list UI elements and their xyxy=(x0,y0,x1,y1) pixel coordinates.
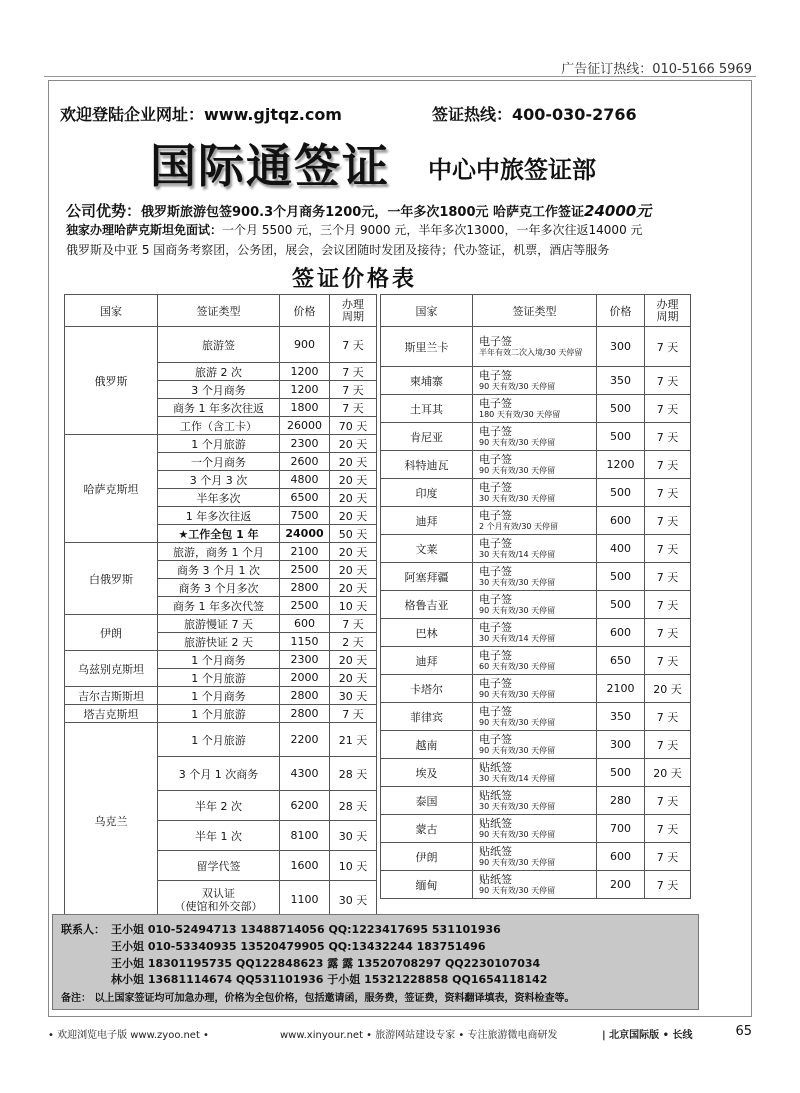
visa-type-cell: 商务 3 个月多次 xyxy=(158,579,280,597)
period-cell: 21 天 xyxy=(330,723,377,757)
brand-subtitle: 中心中旅签证部 xyxy=(428,155,596,184)
visa-type-cell xyxy=(473,367,597,395)
price-cell: 2800 xyxy=(280,705,330,723)
country-cell: 塔吉克斯坦 xyxy=(65,705,158,723)
table-row xyxy=(381,815,691,843)
visa-type-cell: 3 个月 1 次商务 xyxy=(158,757,280,791)
visa-type-label: 电子签 xyxy=(479,452,512,466)
country-cell: 迪拜 xyxy=(381,507,473,535)
price-cell: 900 xyxy=(280,327,330,363)
price-cell: 600 xyxy=(597,619,645,647)
price-cell: 350 xyxy=(597,367,645,395)
visa-validity-label: 90 天有效/30 天停留 xyxy=(479,437,556,447)
column-header: 价格 xyxy=(280,295,330,327)
price-cell: 650 xyxy=(597,647,645,675)
country-cell: 伊朗 xyxy=(381,843,473,871)
visa-type-cell xyxy=(473,815,597,843)
visa-type-cell: 留学代签 xyxy=(158,851,280,881)
visa-type-label: 电子签 xyxy=(479,396,512,410)
period-cell: 7 天 xyxy=(645,507,691,535)
period-cell: 20 天 xyxy=(330,543,377,561)
period-cell: 10 天 xyxy=(330,851,377,881)
visa-validity-label: 30 天有效/14 天停留 xyxy=(479,549,556,559)
country-cell: 文莱 xyxy=(381,535,473,563)
country-cell: 科特迪瓦 xyxy=(381,451,473,479)
ad-hotline: 广告征订热线：010-5166 5969 xyxy=(561,62,752,77)
period-cell: 20 天 xyxy=(330,579,377,597)
visa-validity-label: 30 天有效/14 天停留 xyxy=(479,633,556,643)
price-cell: 26000 xyxy=(280,417,330,435)
price-cell: 2200 xyxy=(280,723,330,757)
exclusive-label: 独家办理哈萨克斯坦免面试： xyxy=(66,223,223,237)
table-row xyxy=(381,327,691,367)
visa-type-label: 电子签 xyxy=(479,732,512,746)
country-cell: 阿塞拜疆 xyxy=(381,563,473,591)
visa-validity-label: 60 天有效/30 天停留 xyxy=(479,661,556,671)
period-cell: 20 天 xyxy=(645,675,691,703)
brand-title: 国际通签证 xyxy=(150,139,390,193)
right-price-table xyxy=(380,294,691,899)
period-cell: 30 天 xyxy=(330,821,377,851)
visa-type-label: 贴纸签 xyxy=(479,816,512,830)
price-cell: 500 xyxy=(597,563,645,591)
visa-validity-label: 30 天有效/30 天停留 xyxy=(479,493,556,503)
period-cell: 20 天 xyxy=(330,489,377,507)
visa-validity-label: 90 天有效/30 天停留 xyxy=(479,689,556,699)
price-cell: 4300 xyxy=(280,757,330,791)
visa-type-cell: 1 个月旅游 xyxy=(158,705,280,723)
period-cell: 70 天 xyxy=(330,417,377,435)
country-cell: 乌克兰 xyxy=(65,723,158,919)
period-cell: 7 天 xyxy=(645,619,691,647)
footnote: 备注： 以上国家签证均可加急办理，价格为全包价格，包括邀请函，服务费，签证费，资料翻译填表，资料检查等。 xyxy=(61,993,575,1004)
visa-type-cell: 工作（含工卡） xyxy=(158,417,280,435)
visa-validity-label: 90 天有效/30 天停留 xyxy=(479,605,556,615)
advantages-line-1 xyxy=(66,200,651,221)
price-cell: 2500 xyxy=(280,561,330,579)
price-cell: 2100 xyxy=(597,675,645,703)
period-cell: 7 天 xyxy=(645,479,691,507)
price-cell: 280 xyxy=(597,787,645,815)
period-cell: 7 天 xyxy=(645,423,691,451)
visa-validity-label: 90 天有效/30 天停留 xyxy=(479,381,556,391)
visa-type-cell xyxy=(473,675,597,703)
top-divider xyxy=(44,76,756,77)
country-cell: 印度 xyxy=(381,479,473,507)
period-cell: 7 天 xyxy=(645,731,691,759)
period-cell: 7 天 xyxy=(645,703,691,731)
period-cell: 7 天 xyxy=(330,381,377,399)
price-cell: 2500 xyxy=(280,597,330,615)
period-cell: 20 天 xyxy=(330,471,377,489)
price-cell: 1200 xyxy=(597,451,645,479)
period-cell: 2 天 xyxy=(330,633,377,651)
visa-type-cell: 3 个月商务 xyxy=(158,381,280,399)
period-cell: 7 天 xyxy=(645,843,691,871)
contact-label: 联系人： xyxy=(61,923,105,936)
visa-type-cell xyxy=(473,451,597,479)
table-row xyxy=(381,591,691,619)
table-row xyxy=(381,703,691,731)
price-cell: 2800 xyxy=(280,579,330,597)
period-cell: 20 天 xyxy=(330,561,377,579)
visa-type-cell: 商务 1 年多次代签 xyxy=(158,597,280,615)
footer-left: • 欢迎浏览电子版 www.zyoo.net • xyxy=(48,1030,209,1041)
visa-type-cell xyxy=(473,327,597,367)
visa-type-cell: 半年多次 xyxy=(158,489,280,507)
advantages-text: 俄罗斯旅游包签900.3个月商务1200元，一年多次1800元 哈萨克工作签证 xyxy=(141,205,585,220)
price-cell: 4800 xyxy=(280,471,330,489)
period-cell: 50 天 xyxy=(330,525,377,543)
price-cell: 2800 xyxy=(280,687,330,705)
column-header: 办理 周期 xyxy=(330,295,377,327)
table-row xyxy=(65,651,377,669)
visa-type-cell: 商务 3 个月 1 次 xyxy=(158,561,280,579)
price-cell: 350 xyxy=(597,703,645,731)
table-row xyxy=(381,563,691,591)
price-cell: 8100 xyxy=(280,821,330,851)
price-cell: 700 xyxy=(597,815,645,843)
visa-type-cell: 1 个月旅游 xyxy=(158,669,280,687)
visa-type-label: 电子签 xyxy=(479,648,512,662)
country-cell: 缅甸 xyxy=(381,871,473,899)
period-cell: 7 天 xyxy=(330,705,377,723)
visa-type-label: 电子签 xyxy=(479,368,512,382)
visa-type-label: 电子签 xyxy=(479,592,512,606)
country-cell: 吉尔吉斯斯坦 xyxy=(65,687,158,705)
price-cell: 600 xyxy=(280,615,330,633)
contact-row: 王小姐 18301195735 QQ122848623 露 露 13520708297 QQ2230107034 xyxy=(111,957,541,970)
period-cell: 30 天 xyxy=(330,687,377,705)
period-cell: 20 天 xyxy=(330,453,377,471)
table-row xyxy=(381,507,691,535)
period-cell: 7 天 xyxy=(645,871,691,899)
country-cell: 卡塔尔 xyxy=(381,675,473,703)
price-cell: 24000 xyxy=(280,525,330,543)
advantages-label: 公司优势： xyxy=(66,202,142,220)
visa-validity-label: 半年有效二次入境/30 天停留 xyxy=(479,347,583,357)
price-cell: 600 xyxy=(597,843,645,871)
price-cell: 2600 xyxy=(280,453,330,471)
visa-type-cell: 3 个月 3 次 xyxy=(158,471,280,489)
country-cell: 土耳其 xyxy=(381,395,473,423)
period-cell: 28 天 xyxy=(330,757,377,791)
country-cell: 越南 xyxy=(381,731,473,759)
country-cell: 菲律宾 xyxy=(381,703,473,731)
period-cell: 7 天 xyxy=(645,591,691,619)
visa-type-cell xyxy=(473,395,597,423)
period-cell: 7 天 xyxy=(330,615,377,633)
country-cell: 斯里兰卡 xyxy=(381,327,473,367)
period-cell: 20 天 xyxy=(330,507,377,525)
visa-type-label: 贴纸签 xyxy=(479,760,512,774)
left-price-table xyxy=(64,294,377,919)
visa-validity-label: 90 天有效/30 天停留 xyxy=(479,745,556,755)
price-cell: 2300 xyxy=(280,435,330,453)
visa-type-cell xyxy=(473,535,597,563)
price-cell: 1200 xyxy=(280,363,330,381)
period-cell: 7 天 xyxy=(645,327,691,367)
visa-type-cell xyxy=(473,591,597,619)
table-row xyxy=(381,479,691,507)
visa-validity-label: 180 天有效/30 天停留 xyxy=(479,409,561,419)
country-cell: 柬埔寨 xyxy=(381,367,473,395)
visa-validity-label: 30 天有效/14 天停留 xyxy=(479,773,556,783)
period-cell: 20 天 xyxy=(330,669,377,687)
visa-type-cell xyxy=(473,759,597,787)
visa-type-cell: 商务 1 年多次往返 xyxy=(158,399,280,417)
column-header: 签证类型 xyxy=(473,295,597,327)
visa-type-cell xyxy=(473,647,597,675)
column-header: 国家 xyxy=(65,295,158,327)
period-cell: 7 天 xyxy=(645,367,691,395)
period-cell: 7 天 xyxy=(645,451,691,479)
visa-type-label: 电子签 xyxy=(479,564,512,578)
price-cell: 6500 xyxy=(280,489,330,507)
table-row xyxy=(381,843,691,871)
visa-type-cell: 旅游快证 2 天 xyxy=(158,633,280,651)
visa-type-cell xyxy=(473,507,597,535)
price-cell: 1200 xyxy=(280,381,330,399)
visa-type-cell xyxy=(473,563,597,591)
period-cell: 20 天 xyxy=(330,435,377,453)
visa-type-cell: 旅游，商务 1 个月 xyxy=(158,543,280,561)
period-cell: 20 天 xyxy=(645,759,691,787)
period-cell: 7 天 xyxy=(645,787,691,815)
visa-validity-label: 90 天有效/30 天停留 xyxy=(479,465,556,475)
visa-type-cell: 1 年多次往返 xyxy=(158,507,280,525)
visa-validity-label: 30 天有效/30 天停留 xyxy=(479,577,556,587)
website-text: 欢迎登陆企业网址：www.gjtqz.com xyxy=(60,105,342,124)
column-header: 办理 周期 xyxy=(645,295,691,327)
visa-type-cell xyxy=(473,619,597,647)
table-row xyxy=(381,787,691,815)
price-cell: 300 xyxy=(597,731,645,759)
visa-type-label: 贴纸签 xyxy=(479,872,512,886)
visa-type-cell: 半年 1 次 xyxy=(158,821,280,851)
table-row xyxy=(381,535,691,563)
contact-row: 王小姐 010-53340935 13520479905 QQ:13432244 183751496 xyxy=(111,940,486,953)
visa-hotline: 签证热线：400-030-2766 xyxy=(432,105,637,124)
period-cell: 7 天 xyxy=(645,535,691,563)
country-cell: 白俄罗斯 xyxy=(65,543,158,615)
price-cell: 500 xyxy=(597,423,645,451)
table-row xyxy=(65,327,377,363)
price-cell: 6200 xyxy=(280,791,330,821)
period-cell: 7 天 xyxy=(645,815,691,843)
country-cell: 俄罗斯 xyxy=(65,327,158,435)
visa-validity-label: 90 天有效/30 天停留 xyxy=(479,885,556,895)
table-row xyxy=(381,731,691,759)
visa-validity-label: 30 天有效/30 天停留 xyxy=(479,801,556,811)
advantages-price: 24000元 xyxy=(584,202,652,220)
visa-type-cell: 双认证 （使馆和外交部） xyxy=(158,881,280,919)
period-cell: 10 天 xyxy=(330,597,377,615)
visa-type-label: 电子签 xyxy=(479,620,512,634)
visa-type-label: 电子签 xyxy=(479,536,512,550)
country-cell: 巴林 xyxy=(381,619,473,647)
price-cell: 200 xyxy=(597,871,645,899)
period-cell: 7 天 xyxy=(645,563,691,591)
price-cell: 600 xyxy=(597,507,645,535)
table-row xyxy=(381,619,691,647)
visa-type-label: 电子签 xyxy=(479,704,512,718)
price-cell: 1800 xyxy=(280,399,330,417)
table-row xyxy=(381,647,691,675)
footer-mid: www.xinyour.net • 旅游网站建设专家 • 专注旅游微电商研发 xyxy=(280,1030,558,1041)
country-cell: 格鲁吉亚 xyxy=(381,591,473,619)
table-row xyxy=(381,675,691,703)
price-cell: 500 xyxy=(597,591,645,619)
page-number: 65 xyxy=(735,1024,752,1039)
column-header: 国家 xyxy=(381,295,473,327)
contact-row: 王小姐 010-52494713 13488714056 QQ:1223417695 531101936 xyxy=(111,923,501,936)
period-cell: 7 天 xyxy=(645,647,691,675)
country-cell: 哈萨克斯坦 xyxy=(65,435,158,543)
footer-edition: 北京国际版 • 长线 xyxy=(609,1030,693,1041)
table-row xyxy=(381,759,691,787)
visa-type-cell: 旅游慢证 7 天 xyxy=(158,615,280,633)
visa-type-cell xyxy=(473,731,597,759)
visa-type-label: 贴纸签 xyxy=(479,788,512,802)
country-cell: 泰国 xyxy=(381,787,473,815)
period-cell: 7 天 xyxy=(645,395,691,423)
column-header: 签证类型 xyxy=(158,295,280,327)
table-row xyxy=(381,871,691,899)
visa-type-label: 电子签 xyxy=(479,676,512,690)
visa-type-cell: 半年 2 次 xyxy=(158,791,280,821)
footer-right: | 北京国际版 • 长线 xyxy=(602,1030,693,1041)
price-cell: 1600 xyxy=(280,851,330,881)
visa-type-label: 电子签 xyxy=(479,334,512,348)
table-row xyxy=(381,367,691,395)
price-cell: 1150 xyxy=(280,633,330,651)
contact-box xyxy=(52,914,699,1010)
table-row xyxy=(381,423,691,451)
visa-type-cell xyxy=(473,423,597,451)
visa-validity-label: 90 天有效/30 天停留 xyxy=(479,829,556,839)
country-cell: 埃及 xyxy=(381,759,473,787)
visa-type-cell: 旅游签 xyxy=(158,327,280,363)
visa-validity-label: 2 个月有效/30 天停留 xyxy=(479,521,559,531)
table-row xyxy=(65,543,377,561)
period-cell: 28 天 xyxy=(330,791,377,821)
period-cell: 7 天 xyxy=(330,399,377,417)
visa-type-label: 电子签 xyxy=(479,424,512,438)
country-cell: 乌兹别克斯坦 xyxy=(65,651,158,687)
price-cell: 7500 xyxy=(280,507,330,525)
visa-type-cell: 一个月商务 xyxy=(158,453,280,471)
price-cell: 500 xyxy=(597,479,645,507)
period-cell: 7 天 xyxy=(330,327,377,363)
price-table-title: 签证价格表 xyxy=(292,266,418,292)
period-cell: 30 天 xyxy=(330,881,377,919)
visa-validity-label: 90 天有效/30 天停留 xyxy=(479,857,556,867)
visa-type-cell xyxy=(473,871,597,899)
price-cell: 1100 xyxy=(280,881,330,919)
table-row xyxy=(381,395,691,423)
country-cell: 蒙古 xyxy=(381,815,473,843)
visa-type-cell: 1 个月旅游 xyxy=(158,723,280,757)
header-bar xyxy=(60,102,702,128)
visa-type-cell: 1 个月商务 xyxy=(158,651,280,669)
visa-validity-label: 90 天有效/30 天停留 xyxy=(479,717,556,727)
visa-type-label: 电子签 xyxy=(479,480,512,494)
price-cell: 400 xyxy=(597,535,645,563)
visa-type-label: 电子签 xyxy=(479,508,512,522)
table-row xyxy=(65,615,377,633)
period-cell: 20 天 xyxy=(330,651,377,669)
visa-type-cell xyxy=(473,787,597,815)
visa-type-cell xyxy=(473,843,597,871)
advantages-line-2 xyxy=(66,221,643,238)
visa-type-cell xyxy=(473,703,597,731)
table-row xyxy=(381,451,691,479)
price-cell: 2000 xyxy=(280,669,330,687)
visa-type-cell: 1 个月商务 xyxy=(158,687,280,705)
country-cell: 伊朗 xyxy=(65,615,158,651)
price-cell: 2100 xyxy=(280,543,330,561)
price-cell: 2300 xyxy=(280,651,330,669)
column-header: 价格 xyxy=(597,295,645,327)
price-cell: 500 xyxy=(597,395,645,423)
table-row xyxy=(65,687,377,705)
table-row xyxy=(65,705,377,723)
period-cell: 7 天 xyxy=(330,363,377,381)
country-cell: 迪拜 xyxy=(381,647,473,675)
table-row xyxy=(65,435,377,453)
price-cell: 500 xyxy=(597,759,645,787)
advantages-line-3: 俄罗斯及中亚 5 国商务考察团，公务团，展会，会议团随时发团及接待；代办签证，机票，酒店等服务 xyxy=(66,243,610,257)
price-cell: 300 xyxy=(597,327,645,367)
visa-type-cell: 1 个月旅游 xyxy=(158,435,280,453)
country-cell: 肯尼亚 xyxy=(381,423,473,451)
contact-row: 林小姐 13681114674 QQ531101936 于小姐 15321228858 QQ1654118142 xyxy=(111,973,548,986)
table-row xyxy=(65,723,377,757)
visa-type-cell: 旅游 2 次 xyxy=(158,363,280,381)
visa-type-label: 贴纸签 xyxy=(479,844,512,858)
visa-type-cell: ★工作全包 1 年 xyxy=(158,525,280,543)
exclusive-text: 一个月 5500 元，三个月 9000 元，半年多次13000，一年多次往返14000 元 xyxy=(222,223,643,237)
visa-type-cell xyxy=(473,479,597,507)
